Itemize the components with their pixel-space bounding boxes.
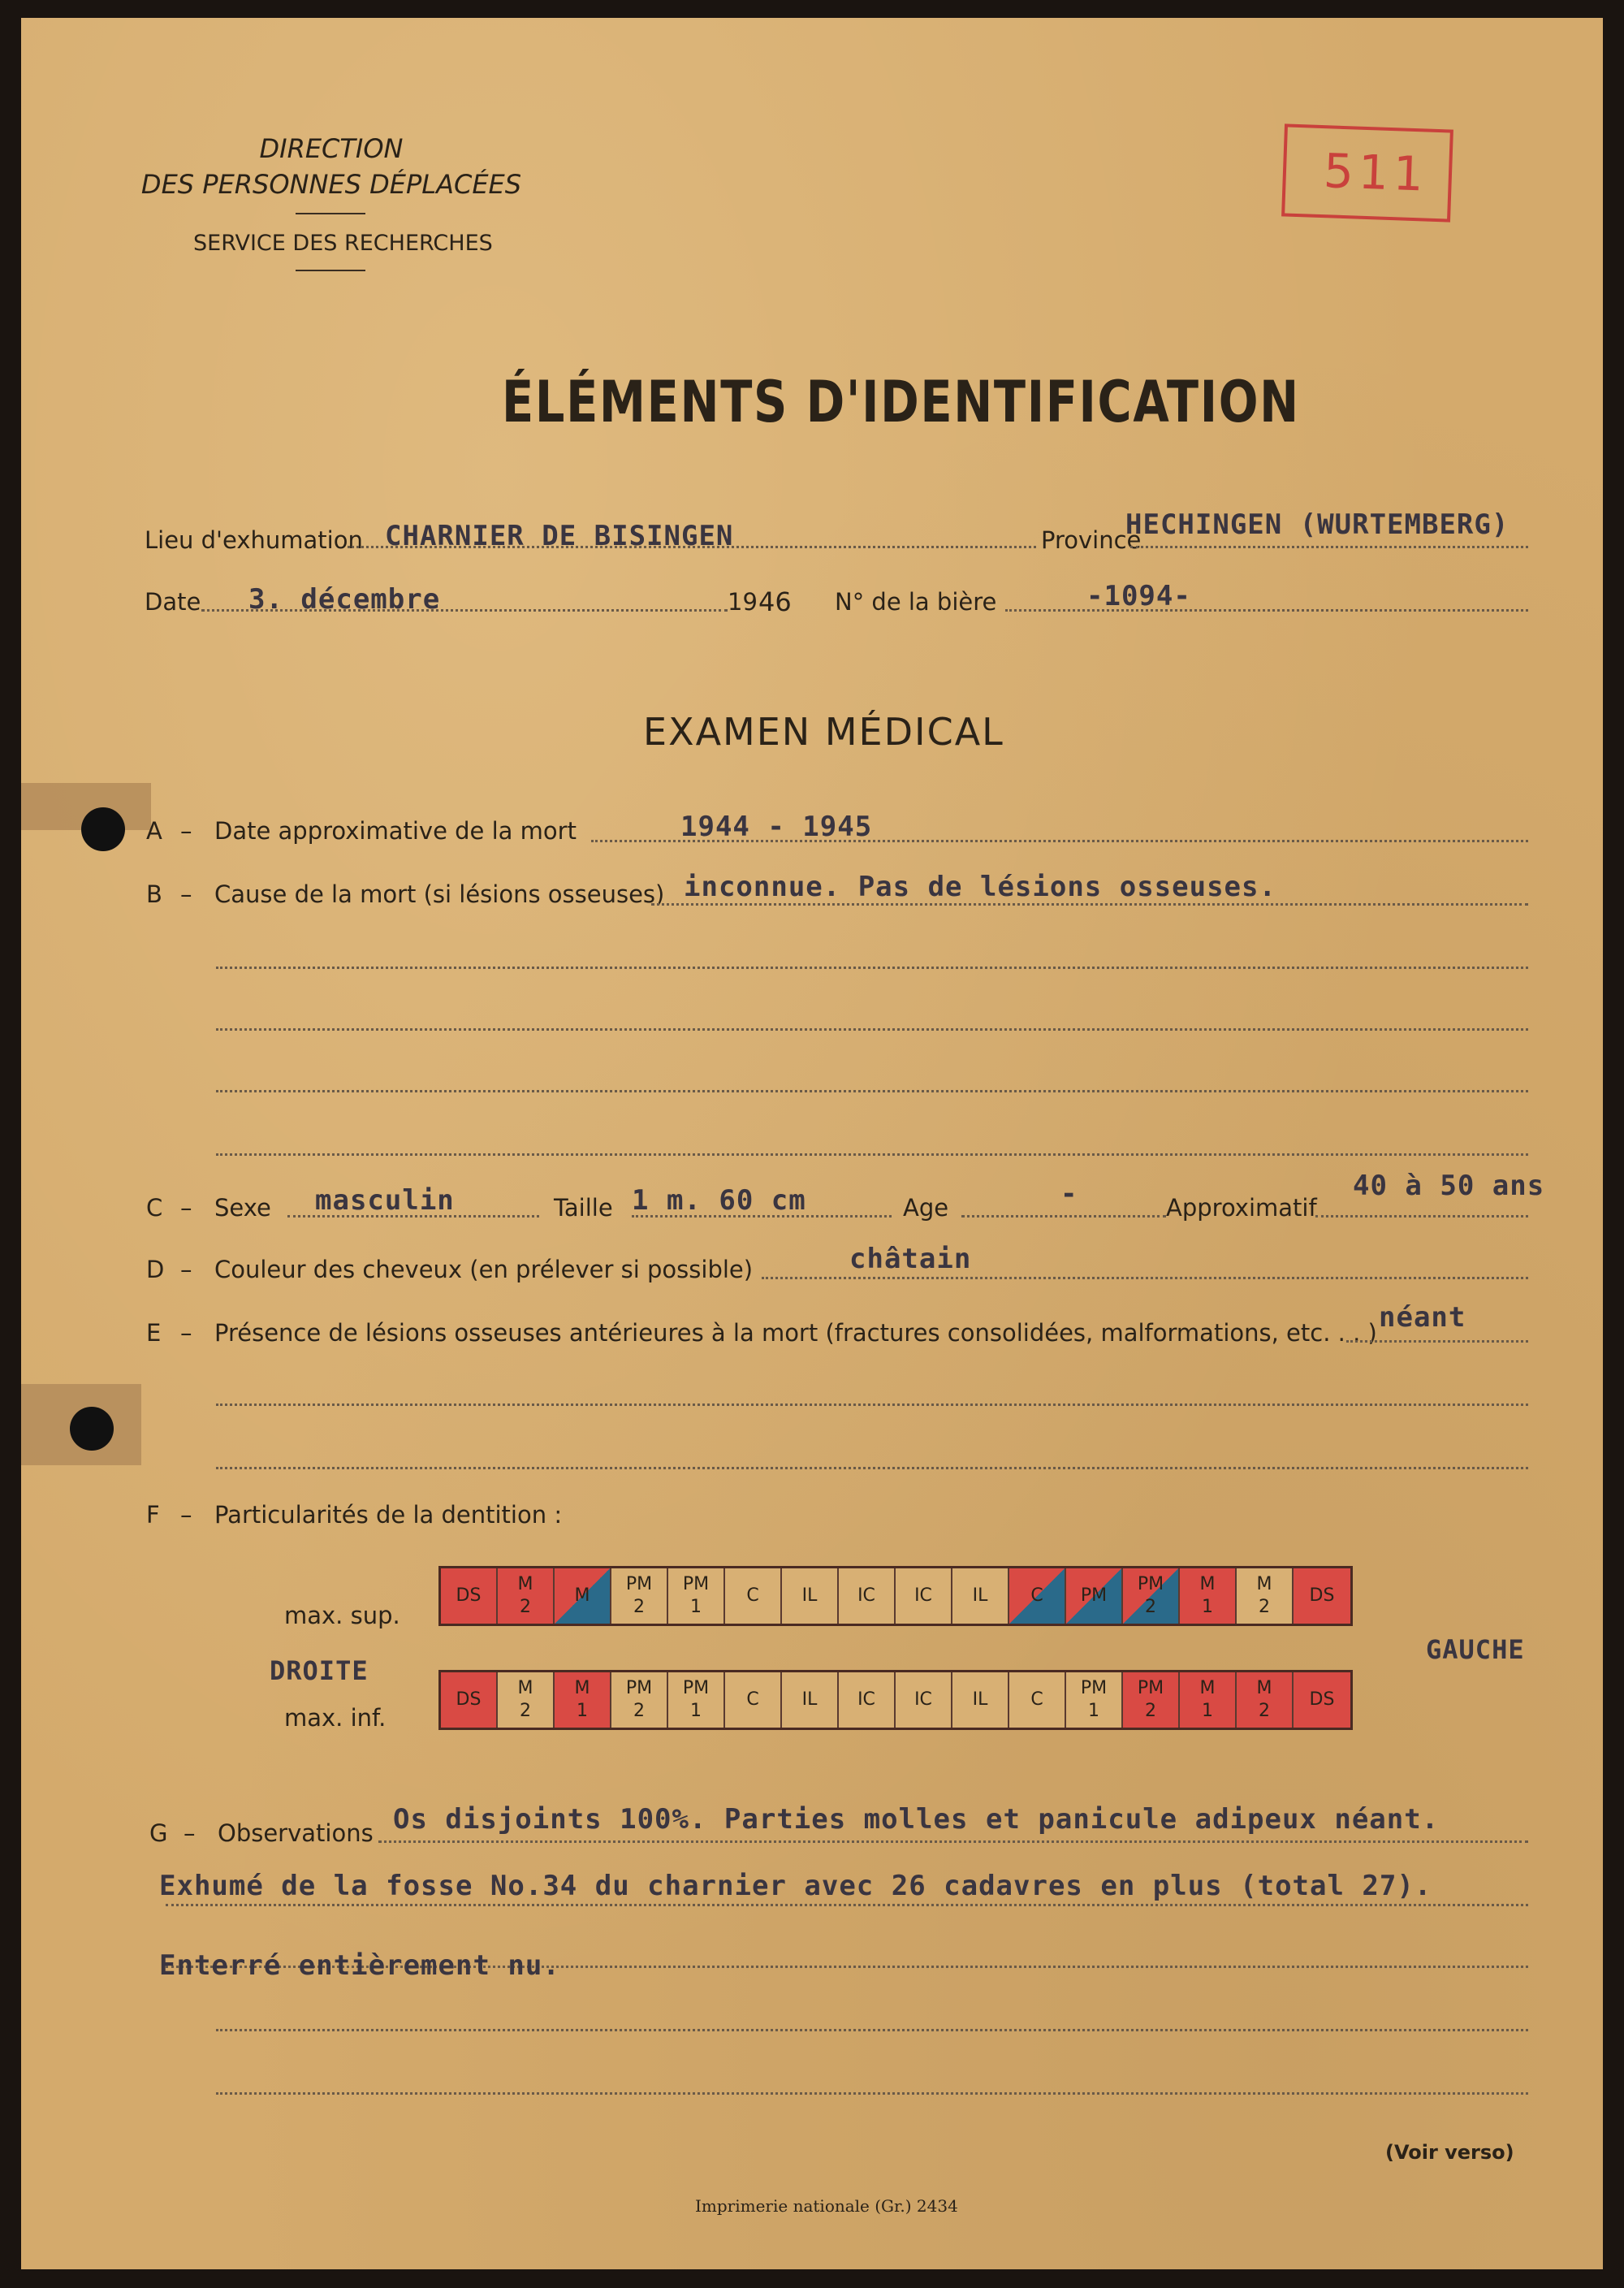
g-letter: G — [149, 1819, 168, 1847]
tooth-code: PM — [625, 1574, 653, 1594]
tooth-number: 2 — [520, 1701, 531, 1721]
year-value: 46 — [758, 586, 792, 617]
tooth-code: M — [574, 1585, 590, 1606]
tooth-code: PM — [1137, 1678, 1164, 1698]
g-dash: – — [184, 1819, 196, 1847]
tooth-code: DS — [456, 1689, 482, 1710]
e-blank-line-2 — [216, 1467, 1528, 1469]
tooth-code: C — [1030, 1689, 1043, 1710]
lower-tooth-13 — [1123, 1672, 1180, 1728]
file-number-stamp — [1281, 123, 1453, 222]
upper-teeth-chart — [438, 1566, 1353, 1626]
punch-hole-top — [81, 807, 125, 851]
b-blank-line-3 — [216, 1090, 1528, 1092]
f-letter: F — [146, 1501, 160, 1529]
tooth-code: M — [1199, 1678, 1216, 1698]
tooth-code: IC — [857, 1689, 875, 1710]
d-dash: – — [180, 1256, 192, 1283]
b-dotted-line — [651, 903, 1528, 906]
tooth-code: DS — [1309, 1689, 1335, 1710]
date-value: 3. décembre — [248, 583, 441, 616]
header-personnes-deplacees: DES PERSONNES DÉPLACÉES — [140, 169, 522, 200]
upper-tooth-8 — [839, 1568, 896, 1624]
tooth-code: IL — [801, 1585, 818, 1606]
tooth-code: M — [574, 1678, 590, 1698]
f-label: Particularités de la dentition : — [214, 1501, 563, 1529]
lower-tooth-8 — [839, 1672, 896, 1728]
province-dotted-line — [1130, 546, 1528, 548]
imprimerie-line: Imprimerie nationale (Gr.) 2434 — [695, 2196, 958, 2216]
lower-tooth-10 — [952, 1672, 1009, 1728]
c-approx-dotted-line — [1315, 1215, 1528, 1218]
upper-tooth-7 — [782, 1568, 839, 1624]
a-label: Date approximative de la mort — [214, 817, 577, 845]
upper-tooth-9 — [896, 1568, 952, 1624]
lower-tooth-11 — [1009, 1672, 1066, 1728]
upper-tooth-6 — [725, 1568, 782, 1624]
b-letter: B — [146, 880, 162, 908]
upper-tooth-2 — [498, 1568, 555, 1624]
tooth-number: 2 — [1145, 1597, 1156, 1617]
document-sheet — [21, 18, 1603, 2269]
lower-tooth-5 — [668, 1672, 725, 1728]
e-dotted-line — [1346, 1340, 1528, 1343]
lower-tooth-3 — [555, 1672, 611, 1728]
biere-label: N° de la bière — [835, 588, 997, 616]
c-taille-value: 1 m. 60 cm — [632, 1184, 806, 1217]
lower-tooth-14 — [1180, 1672, 1237, 1728]
tooth-code: IL — [801, 1689, 818, 1710]
lower-tooth-1 — [441, 1672, 498, 1728]
tooth-code: IL — [972, 1689, 988, 1710]
tooth-number: 2 — [1259, 1701, 1270, 1721]
upper-tooth-3 — [555, 1568, 611, 1624]
upper-tooth-12 — [1066, 1568, 1123, 1624]
tooth-number: 2 — [1145, 1701, 1156, 1721]
obs-blank-line-2 — [216, 2092, 1528, 2095]
obs-dotted-line-2 — [166, 1904, 1528, 1906]
tooth-number: 1 — [577, 1701, 588, 1721]
upper-tooth-13 — [1123, 1568, 1180, 1624]
c-dash: – — [180, 1194, 192, 1222]
stamp-number: 511 — [1322, 143, 1429, 202]
header-service: SERVICE DES RECHERCHES — [193, 231, 493, 256]
e-dash: – — [180, 1319, 192, 1347]
tooth-code: IC — [914, 1585, 932, 1606]
tooth-code: C — [746, 1689, 759, 1710]
tooth-code: M — [1256, 1574, 1272, 1594]
tooth-code: M — [1256, 1678, 1272, 1698]
tooth-number: 2 — [1259, 1597, 1270, 1617]
header-rule-1 — [296, 213, 365, 214]
c-letter: C — [146, 1194, 163, 1222]
lower-tooth-4 — [611, 1672, 668, 1728]
observations-label: Observations — [218, 1819, 374, 1847]
upper-tooth-11 — [1009, 1568, 1066, 1624]
lower-tooth-9 — [896, 1672, 952, 1728]
d-letter: D — [146, 1256, 165, 1283]
date-label: Date — [145, 588, 201, 616]
examen-title: EXAMEN MÉDICAL — [643, 710, 1004, 754]
lieu-label: Lieu d'exhumation — [145, 526, 363, 554]
observations-line-1: Os disjoints 100%. Parties molles et panicule adipeux néant. — [393, 1803, 1440, 1836]
tooth-code: PM — [682, 1678, 710, 1698]
tooth-code: PM — [1137, 1574, 1164, 1594]
tooth-number: 1 — [690, 1597, 702, 1617]
biere-dotted-line — [1005, 609, 1528, 612]
tooth-code: M — [517, 1678, 533, 1698]
lower-tooth-16 — [1294, 1672, 1350, 1728]
lower-teeth-chart — [438, 1670, 1353, 1730]
gauche-label: GAUCHE — [1426, 1634, 1525, 1665]
e-blank-line-1 — [216, 1404, 1528, 1406]
year-prefix: 19 — [728, 588, 758, 616]
observations-line-3: Enterré entièrement nu. — [159, 1949, 560, 1982]
tooth-number: 2 — [633, 1597, 645, 1617]
tooth-code: DS — [1309, 1585, 1335, 1606]
c-age-value: - — [1060, 1178, 1078, 1210]
lieu-value: CHARNIER DE BISINGEN — [385, 520, 734, 552]
tooth-number: 1 — [690, 1701, 702, 1721]
tooth-number: 1 — [1202, 1597, 1213, 1617]
c-approx-label: Approximatif — [1166, 1194, 1317, 1222]
header-rule-2 — [296, 270, 365, 271]
upper-tooth-1 — [441, 1568, 498, 1624]
tooth-code: IL — [972, 1585, 988, 1606]
province-value: HECHINGEN (WURTEMBERG) — [1125, 508, 1510, 541]
max-inf-label: max. inf. — [284, 1704, 387, 1732]
observations-line-2: Exhumé de la fosse No.34 du charnier avec 26 cadavres en plus (total 27). — [159, 1870, 1432, 1902]
b-blank-line-2 — [216, 1028, 1528, 1031]
tooth-code: M — [517, 1574, 533, 1594]
punch-hole-bottom — [70, 1407, 114, 1451]
c-age-label: Age — [903, 1194, 949, 1222]
tooth-code: PM — [682, 1574, 710, 1594]
tooth-code: PM — [1080, 1585, 1108, 1606]
c-sexe-value: masculin — [315, 1184, 455, 1217]
d-value: châtain — [849, 1243, 972, 1275]
droite-label: DROITE — [270, 1655, 369, 1686]
b-blank-line-1 — [216, 967, 1528, 969]
upper-tooth-16 — [1294, 1568, 1350, 1624]
max-sup-label: max. sup. — [284, 1602, 400, 1629]
a-letter: A — [146, 817, 162, 845]
upper-tooth-10 — [952, 1568, 1009, 1624]
tooth-number: 2 — [520, 1597, 531, 1617]
e-value: néant — [1379, 1301, 1466, 1334]
lower-tooth-6 — [725, 1672, 782, 1728]
c-approx-value: 40 à 50 ans — [1353, 1170, 1545, 1202]
upper-tooth-14 — [1180, 1568, 1237, 1624]
e-letter: E — [146, 1319, 162, 1347]
tooth-code: IC — [914, 1689, 932, 1710]
obs-dotted-line-1 — [378, 1840, 1528, 1843]
b-blank-line-4 — [216, 1153, 1528, 1156]
page-title: ÉLÉMENTS D'IDENTIFICATION — [502, 369, 1300, 435]
b-dash: – — [180, 880, 192, 908]
tooth-code: IC — [857, 1585, 875, 1606]
f-dash: – — [180, 1501, 192, 1529]
e-label: Présence de lésions osseuses antérieures à la mort (fractures consolidées, malformations, etc. . . ) — [214, 1319, 1377, 1347]
obs-blank-line-1 — [216, 2029, 1528, 2031]
c-sexe-label: Sexe — [214, 1194, 271, 1222]
tooth-code: C — [1030, 1585, 1043, 1606]
a-dash: – — [180, 817, 192, 845]
tooth-code: M — [1199, 1574, 1216, 1594]
tooth-number: 2 — [633, 1701, 645, 1721]
voir-verso: (Voir verso) — [1385, 2141, 1514, 2164]
upper-tooth-4 — [611, 1568, 668, 1624]
tooth-code: PM — [625, 1678, 653, 1698]
d-dotted-line — [762, 1277, 1528, 1279]
lower-tooth-12 — [1066, 1672, 1123, 1728]
upper-tooth-5 — [668, 1568, 725, 1624]
d-label: Couleur des cheveux (en prélever si possible) — [214, 1256, 754, 1283]
tooth-code: DS — [456, 1585, 482, 1606]
header-direction: DIRECTION — [259, 133, 404, 164]
b-label: Cause de la mort (si lésions osseuses) — [214, 880, 665, 908]
tooth-code: C — [746, 1585, 759, 1606]
tooth-number: 1 — [1088, 1701, 1099, 1721]
tooth-number: 1 — [1202, 1701, 1213, 1721]
c-taille-label: Taille — [554, 1194, 613, 1222]
a-value: 1944 - 1945 — [680, 811, 873, 843]
upper-tooth-15 — [1237, 1568, 1294, 1624]
province-label: Province — [1041, 526, 1142, 554]
lower-tooth-7 — [782, 1672, 839, 1728]
lower-tooth-15 — [1237, 1672, 1294, 1728]
c-age-dotted-line — [961, 1215, 1166, 1218]
biere-value: -1094- — [1086, 580, 1191, 612]
tooth-code: PM — [1080, 1678, 1108, 1698]
lower-tooth-2 — [498, 1672, 555, 1728]
b-value: inconnue. Pas de lésions osseuses. — [684, 871, 1276, 903]
